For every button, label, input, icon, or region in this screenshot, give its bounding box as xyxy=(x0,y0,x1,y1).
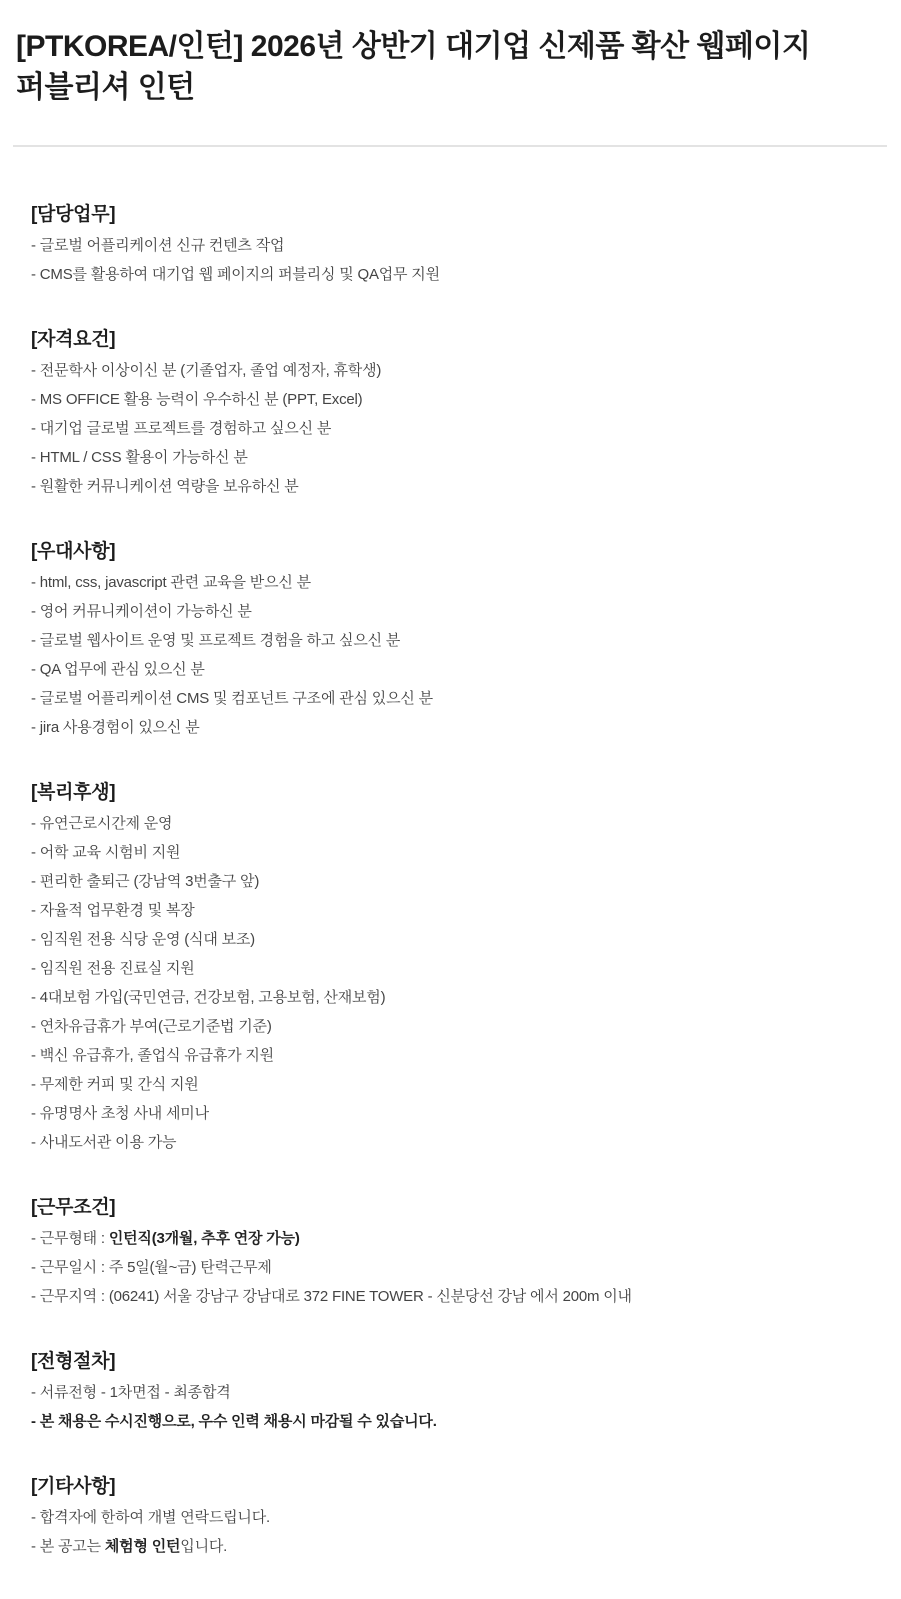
list-item-text: - CMS를 활용하여 대기업 웹 페이지의 퍼블리싱 및 QA업무 지원 xyxy=(31,266,440,283)
list-item xyxy=(31,690,877,708)
list-item xyxy=(31,1384,877,1402)
list-item-text: - 글로벌 웹사이트 운영 및 프로젝트 경험을 하고 싶으신 분 xyxy=(31,632,401,649)
list-item xyxy=(31,603,877,621)
list-item xyxy=(31,1105,877,1123)
list-item-text: - jira 사용경험이 있으신 분 xyxy=(31,719,200,736)
list-item-text: - 근무지역 : (06241) 서울 강남구 강남대로 372 FINE TOWER - 신분당선 강남 에서 200m 이내 xyxy=(31,1288,632,1305)
section-heading: [담당업무] xyxy=(31,204,116,225)
list-item-text: - 어학 교육 시험비 지원 xyxy=(31,844,181,861)
list-item xyxy=(31,237,877,255)
list-item-text: - 영어 커뮤니케이션이 가능하신 분 xyxy=(31,603,252,620)
section-hiring-process xyxy=(31,1350,877,1431)
list-item-text: - 임직원 전용 식당 운영 (식대 보조) xyxy=(31,931,255,948)
list-item-text: - 본 공고는 xyxy=(31,1538,105,1555)
list-item xyxy=(31,815,877,833)
list-item-text: - 글로벌 어플리케이션 CMS 및 컴포넌트 구조에 관심 있으신 분 xyxy=(31,690,433,707)
list-item-text: - 임직원 전용 진료실 지원 xyxy=(31,960,195,977)
section-qualifications xyxy=(31,328,877,496)
list-item xyxy=(31,1230,877,1248)
list-item-text: - 백신 유급휴가, 졸업식 유급휴가 지원 xyxy=(31,1047,274,1064)
section-benefits xyxy=(31,781,877,1152)
list-item xyxy=(31,1259,877,1277)
list-item xyxy=(31,719,877,737)
section-heading: [복리후생] xyxy=(31,782,116,803)
list-item-text: - MS OFFICE 활용 능력이 우수하신 분 (PPT, Excel) xyxy=(31,391,363,408)
list-item xyxy=(31,960,877,978)
list-item-text: - 대기업 글로벌 프로젝트를 경험하고 싶으신 분 xyxy=(31,420,332,437)
list-item xyxy=(31,1413,877,1431)
list-item-text: 입니다. xyxy=(180,1538,228,1555)
list-item-text: - 사내도서관 이용 가능 xyxy=(31,1134,177,1151)
job-description xyxy=(0,203,901,1596)
list-item xyxy=(31,449,877,467)
section-heading: [우대사항] xyxy=(31,541,116,562)
list-item xyxy=(31,632,877,650)
section-heading: [자격요건] xyxy=(31,329,116,350)
list-item xyxy=(31,391,877,409)
section-heading: [전형절차] xyxy=(31,1351,116,1372)
content-divider xyxy=(13,145,887,147)
section-work-conditions xyxy=(31,1196,877,1306)
list-item xyxy=(31,1047,877,1065)
list-item-text-bold: 체험형 인턴 xyxy=(104,1538,181,1555)
list-item xyxy=(31,1538,877,1556)
list-item-text-bold: - 본 채용은 수시진행으로, 우수 인력 채용시 마감될 수 있습니다. xyxy=(31,1413,437,1430)
section-duties xyxy=(31,203,877,284)
section-preferred xyxy=(31,540,877,737)
page-title: [PTKOREA/인턴] 2026년 상반기 대기업 신제품 확산 웹페이지 퍼블리셔 인턴 xyxy=(16,30,811,104)
list-item xyxy=(31,873,877,891)
list-item xyxy=(31,989,877,1007)
list-item-text: - 무제한 커피 및 간식 지원 xyxy=(31,1076,199,1093)
list-item xyxy=(31,420,877,438)
list-item xyxy=(31,931,877,949)
list-item-text: - 유명명사 초청 사내 세미나 xyxy=(31,1105,209,1122)
list-item-text: - 전문학사 이상이신 분 (기졸업자, 졸업 예정자, 휴학생) xyxy=(31,362,382,379)
list-item xyxy=(31,266,877,284)
list-item xyxy=(31,574,877,592)
list-item-text-bold: 인턴직(3개월, 추후 연장 가능) xyxy=(108,1230,300,1247)
list-item xyxy=(31,1134,877,1152)
list-item xyxy=(31,362,877,380)
list-item-text: - 4대보험 가입(국민연금, 건강보험, 고용보험, 산재보험) xyxy=(31,989,386,1006)
list-item-text: - QA 업무에 관심 있으신 분 xyxy=(31,661,205,678)
section-etc xyxy=(31,1475,877,1556)
section-heading: [기타사항] xyxy=(31,1476,116,1497)
list-item-text: - html, css, javascript 관련 교육을 받으신 분 xyxy=(31,574,311,591)
list-item-text: - 서류전형 - 1차면접 - 최종합격 xyxy=(31,1384,231,1401)
section-heading: [근무조건] xyxy=(31,1197,116,1218)
list-item-text: - 자율적 업무환경 및 복장 xyxy=(31,902,195,919)
list-item-text: - 원활한 커뮤니케이션 역량을 보유하신 분 xyxy=(31,478,299,495)
list-item-text: - 합격자에 한하여 개별 연락드립니다. xyxy=(31,1509,270,1526)
list-item xyxy=(31,844,877,862)
list-item-text: - 편리한 출퇴근 (강남역 3번출구 앞) xyxy=(31,873,260,890)
list-item xyxy=(31,1018,877,1036)
list-item xyxy=(31,1076,877,1094)
list-item xyxy=(31,1509,877,1527)
list-item-text: - HTML / CSS 활용이 가능하신 분 xyxy=(31,449,248,466)
list-item-text: - 근무일시 : 주 5일(월~금) 탄력근무제 xyxy=(31,1259,272,1276)
list-item-text: - 연차유급휴가 부여(근로기준법 기준) xyxy=(31,1018,272,1035)
list-item-text: - 근무형태 : xyxy=(31,1230,109,1247)
list-item xyxy=(31,661,877,679)
list-item-text: - 유연근로시간제 운영 xyxy=(31,815,173,832)
list-item xyxy=(31,1288,877,1306)
list-item-text: - 글로벌 어플리케이션 신규 컨텐츠 작업 xyxy=(31,237,285,254)
list-item xyxy=(31,478,877,496)
list-item xyxy=(31,902,877,920)
